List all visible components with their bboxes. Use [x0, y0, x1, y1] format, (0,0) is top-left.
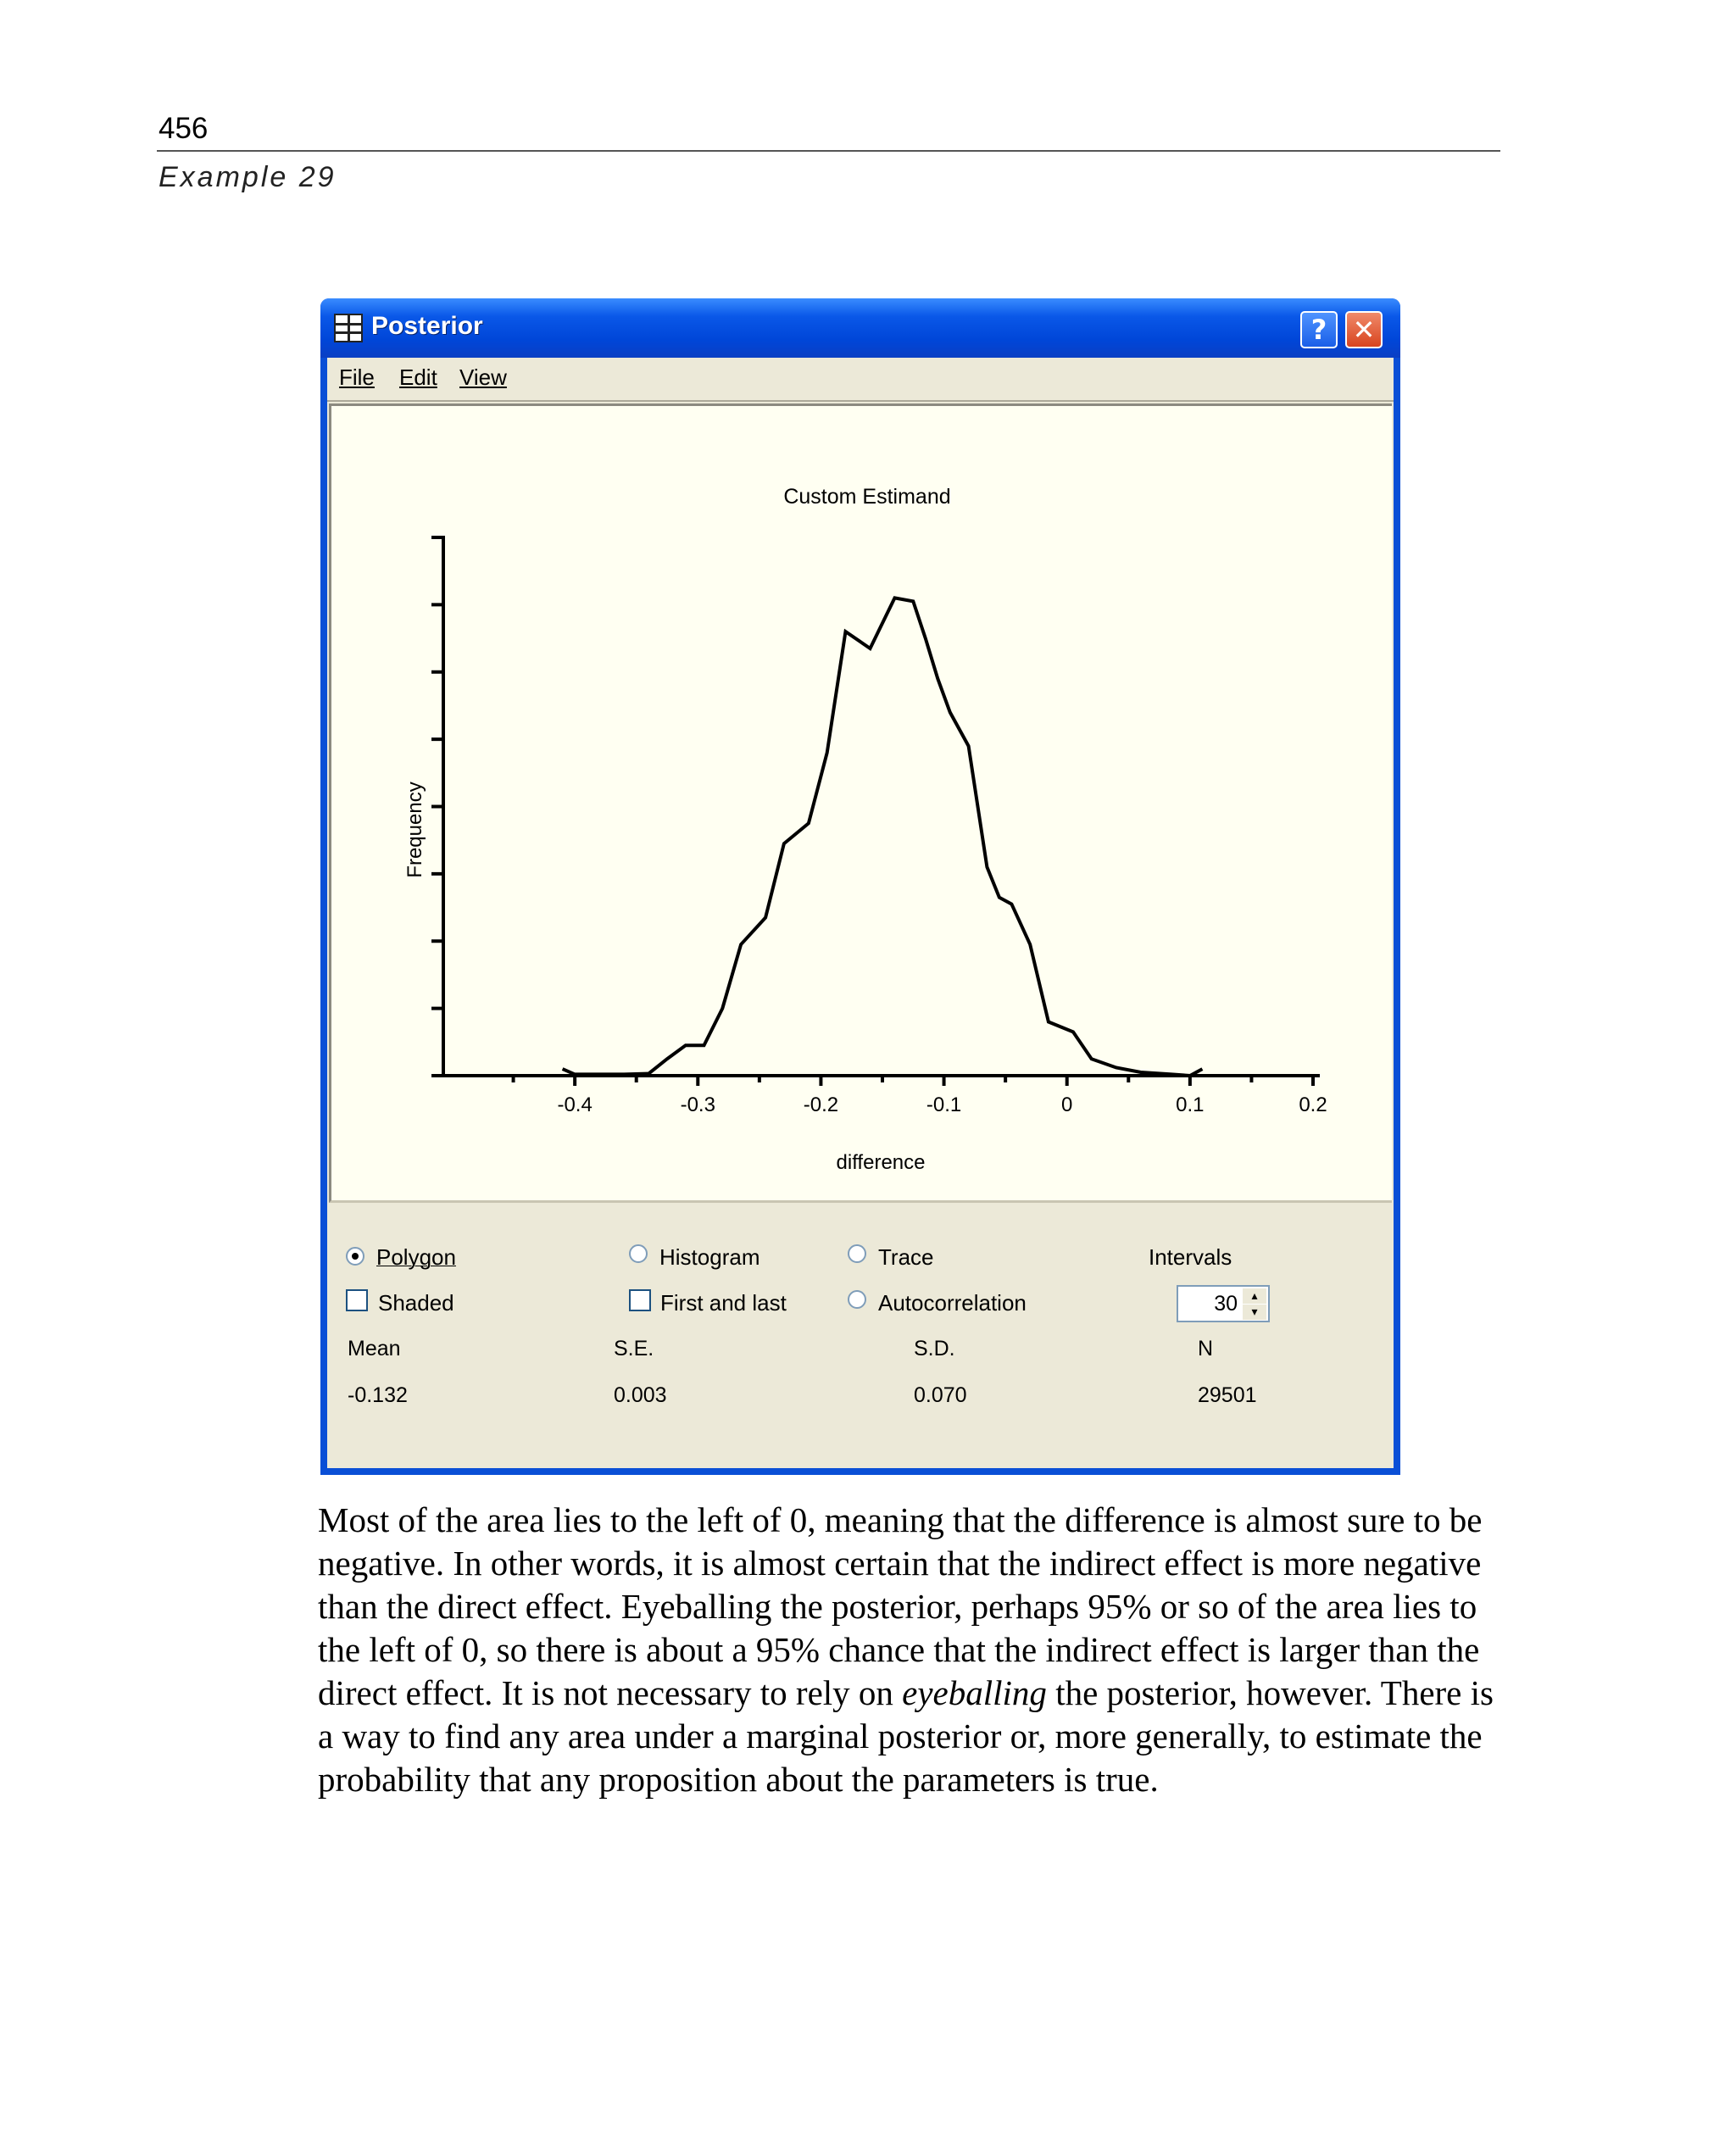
autocorrelation-radio[interactable]	[848, 1290, 866, 1309]
x-tick-label: -0.2	[803, 1093, 839, 1116]
menu-bar	[327, 358, 1394, 400]
polygon-label[interactable]: Polygon	[376, 1244, 456, 1270]
first-and-last-checkbox[interactable]	[629, 1289, 651, 1311]
frequency-polygon-line	[563, 598, 1203, 1076]
body-text-part-2: the posterior, however. There is a way to find any area under a marginal posterior or, more generally, to estimate the probability that any proposition about the parameters is true.	[318, 1673, 1494, 1799]
help-button[interactable]: ?	[1300, 311, 1338, 348]
intervals-value[interactable]: 30	[1214, 1292, 1238, 1316]
x-tick-label: -0.1	[926, 1093, 962, 1116]
menu-view[interactable]	[459, 364, 507, 391]
shaded-label[interactable]: Shaded	[378, 1290, 454, 1316]
sd-value: 0.070	[914, 1383, 967, 1407]
mean-label: Mean	[348, 1337, 401, 1360]
trace-radio[interactable]	[848, 1244, 866, 1263]
menu-view-label: View	[459, 364, 507, 390]
window-title: Posterior	[371, 312, 483, 340]
x-tick-label: -0.3	[680, 1093, 715, 1116]
menu-edit[interactable]	[399, 364, 437, 391]
first-and-last-label[interactable]: First and last	[660, 1290, 787, 1316]
se-label: S.E.	[614, 1337, 654, 1360]
se-value: 0.003	[614, 1383, 667, 1407]
chart-panel	[329, 403, 1392, 1203]
close-button[interactable]: ✕	[1345, 311, 1383, 348]
radio-selected-dot	[352, 1253, 359, 1260]
histogram-radio[interactable]	[629, 1244, 648, 1263]
body-text-part-1: Most of the area lies to the left of 0, meaning that the difference is almost sure to be negative. In other words, it is almost certain that the indirect effect is more negative than the direct effect. Eyeballing the posterior, perhaps 95% or so of the area lies to the left of 0, so there is about a 95% chance that the indirect effect is larger than the direct effect. It is not necessary to rely on	[318, 1500, 1483, 1712]
menu-file[interactable]	[339, 364, 375, 391]
x-tick-label: 0.1	[1176, 1093, 1205, 1116]
menu-file-label: File	[339, 364, 375, 390]
x-tick-label: 0.2	[1299, 1093, 1327, 1116]
chart-ticks	[431, 537, 1327, 1116]
chart-axes	[443, 536, 1320, 1076]
x-tick-label: -0.4	[557, 1093, 593, 1116]
header-rule	[157, 150, 1500, 152]
body-paragraph	[318, 1499, 1505, 1801]
spin-up-arrow-icon[interactable]: ▴	[1243, 1288, 1266, 1304]
intervals-label: Intervals	[1149, 1244, 1232, 1270]
window-app-icon	[334, 314, 363, 342]
window-client	[327, 358, 1394, 1468]
page-number: 456	[159, 112, 209, 145]
n-label: N	[1198, 1337, 1214, 1360]
posterior-window	[320, 298, 1400, 1475]
n-value: 29501	[1198, 1383, 1257, 1407]
trace-label[interactable]: Trace	[878, 1244, 934, 1270]
chapter-title: Example 29	[159, 161, 337, 193]
menu-separator	[327, 400, 1394, 402]
intervals-spinner[interactable]	[1177, 1285, 1270, 1322]
menu-edit-label: Edit	[399, 364, 437, 390]
mean-value: -0.132	[348, 1383, 408, 1407]
body-emphasis: eyeballing	[902, 1673, 1047, 1712]
polygon-radio[interactable]	[346, 1247, 364, 1266]
x-axis-label: difference	[836, 1151, 926, 1174]
chart-title: Custom Estimand	[783, 485, 951, 509]
histogram-label[interactable]: Histogram	[659, 1244, 760, 1270]
controls-panel	[327, 1205, 1394, 1468]
autocorrelation-label[interactable]: Autocorrelation	[878, 1290, 1027, 1316]
x-tick-label: 0	[1061, 1093, 1073, 1116]
sd-label: S.D.	[914, 1337, 955, 1360]
posterior-chart	[331, 406, 1389, 1200]
title-bar[interactable]	[320, 298, 1400, 358]
spin-down-arrow-icon[interactable]: ▾	[1243, 1305, 1266, 1320]
shaded-checkbox[interactable]	[346, 1289, 368, 1311]
y-axis-label: Frequency	[403, 782, 426, 878]
